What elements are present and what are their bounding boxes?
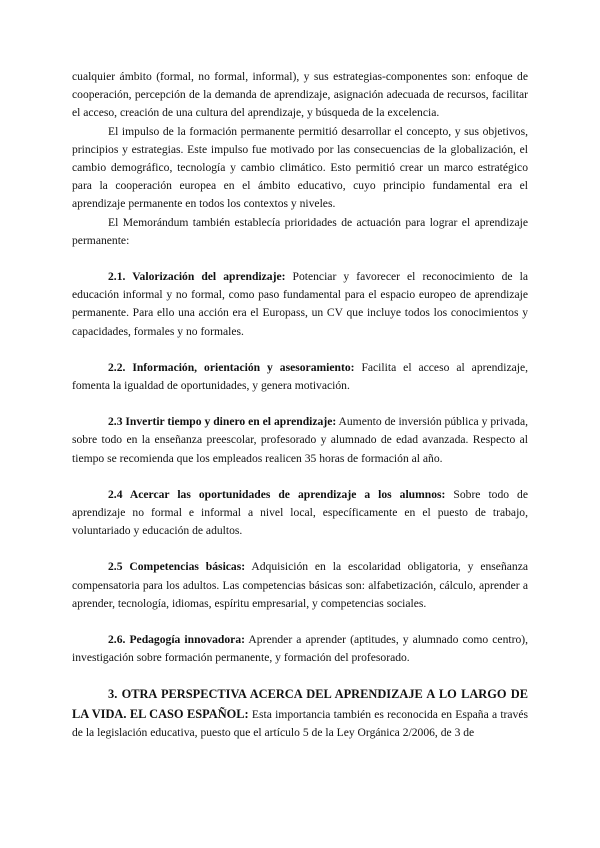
section-2-2-body: Facilita el acceso al aprendizaje, fomenta la igualdad de oportunidades, y genera motivación.: [72, 360, 528, 393]
section-2-5-title: 2.5 Competencias básicas:: [108, 560, 246, 574]
section-3: [72, 685, 528, 742]
section-2-4-title: 2.4 Acercar las oportunidades de aprendizaje a los alumnos:: [108, 487, 446, 501]
section-2-6-title: 2.6. Pedagogía innovadora:: [108, 633, 245, 647]
section-2-1-body: Potenciar y favorecer el reconocimiento de la educación informal y no formal, como paso fundamental para el espacio europeo de aprendizaje permanente. Para ello una acción era el Europass, un CV que incluye todos los conocimientos y capacidades, formales y no formales.: [72, 270, 528, 338]
section-2-2: [72, 359, 528, 395]
section-2-6: [72, 631, 528, 667]
section-3-body: Esta importancia también es reconocida en España a través de la legislación educativa, puesto que el artículo 5 de la Ley Orgánica 2/2006, de 3 de: [72, 707, 528, 739]
section-2-1: [72, 268, 528, 341]
section-2-5: [72, 558, 528, 613]
section-2-6-body: Aprender a aprender (aptitudes, y alumnado como centro), investigación sobre formación permanente, y formación del profesorado.: [72, 633, 529, 665]
section-2-4-body: Sobre todo de aprendizaje no formal e informal a nivel local, específicamente en el puesto de trabajo, voluntariado y educación de adultos.: [72, 487, 528, 538]
section-2-4: [72, 486, 528, 541]
section-2-3-body: Aumento de inversión pública y privada, sobre todo en la enseñanza preescolar, profesorado y alumnado de edad avanzada. Respecto al tiempo se recomienda que los empleados realicen 35 horas de formación al año.: [72, 415, 528, 465]
section-2-5-body: Adquisición en la escolaridad obligatoria, y enseñanza compensatoria para los adultos. Las competencias básicas son: alfabetización, cálculo, aprender a aprender, tecnología, idiomas, espíritu empresarial, y competencias sociales.: [72, 560, 528, 610]
paragraph-continuation: cualquier ámbito (formal, no formal, informal), y sus estrategias-componentes son: enfoque de cooperación, percepción de la demanda de aprendizaje, asignación adecuada de recursos, facilitar el acceso, creación de una cultura del aprendizaje, y búsqueda de la excelencia.: [72, 70, 528, 120]
section-3-title: 3. OTRA PERSPECTIVA ACERCA DEL APRENDIZAJE A LO LARGO DE LA VIDA. EL CASO ESPAÑOL:: [72, 687, 528, 721]
section-2-3: [72, 413, 528, 468]
paragraph-impulse: El impulso de la formación permanente permitió desarrollar el concepto, y sus objetivos, principios y estrategias. Este impulso fue motivado por las consecuencias de la globalización, el cambio demográfico, tecnología y cambio climático. Esto permitió crear un marco estratégico para la cooperación europea en el ámbito educativo, cuyo principio fundamental era el aprendizaje permanente en todos los contextos y niveles.: [72, 124, 528, 211]
paragraph-memorandum: El Memorándum también establecía prioridades de actuación para lograr el aprendizaje permanente:: [72, 215, 528, 247]
section-2-1-title: 2.1. Valorización del aprendizaje:: [108, 270, 286, 284]
section-2-3-title: 2.3 Invertir tiempo y dinero en el aprendizaje:: [108, 415, 337, 429]
section-2-2-title: 2.2. Información, orientación y asesoramiento:: [108, 360, 355, 374]
